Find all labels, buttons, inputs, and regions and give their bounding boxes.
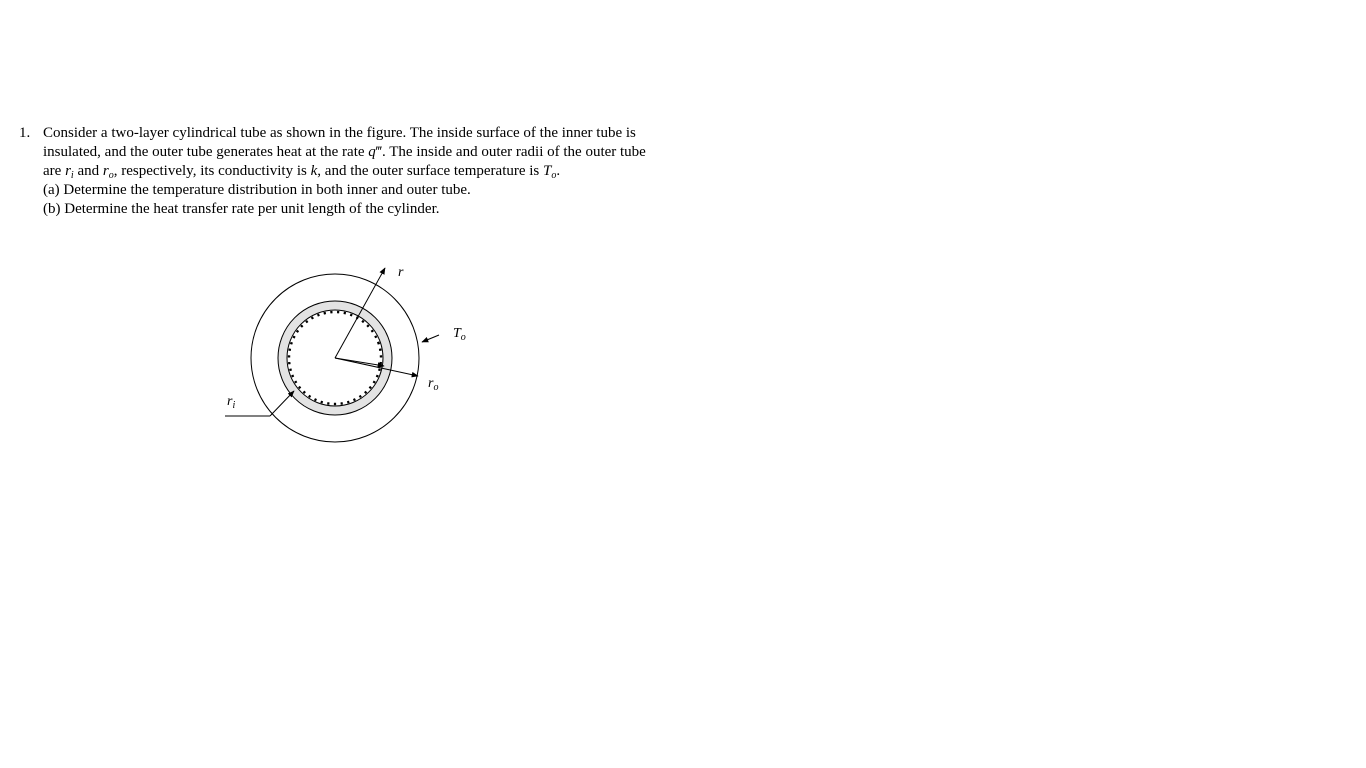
stem-text-5: , and the outer surface temperature is bbox=[317, 163, 544, 179]
part-a: (a) Determine the temperature distribution in both inner and outer tube. bbox=[43, 182, 471, 198]
symbol-ri: r bbox=[65, 163, 71, 179]
problem-number: 1. bbox=[19, 125, 31, 141]
label-ro bbox=[428, 376, 438, 393]
symbol-To: T bbox=[543, 163, 552, 179]
label-To bbox=[453, 326, 466, 343]
label-ri bbox=[227, 394, 235, 411]
label-To-sub: o bbox=[460, 332, 466, 343]
part-b: (b) Determine the heat transfer rate per unit length of the cylinder. bbox=[43, 201, 440, 217]
symbol-q: q bbox=[368, 144, 376, 160]
cylinder-figure bbox=[215, 255, 485, 455]
stem-text-6: . bbox=[556, 163, 561, 179]
stem-text-4: , respectively, its conductivity is bbox=[113, 163, 311, 179]
problem-stem bbox=[43, 124, 663, 181]
symbol-k: k bbox=[310, 163, 318, 179]
stem-text-2: . The inside and outer radii of the outer tube are bbox=[43, 144, 646, 179]
symbol-ro-sub: o bbox=[108, 170, 114, 181]
label-ro-sub: o bbox=[433, 382, 439, 393]
problem-body bbox=[43, 124, 679, 219]
symbol-To-sub: o bbox=[551, 170, 557, 181]
label-To-base: T bbox=[453, 326, 461, 341]
To-pointer-arrow bbox=[422, 335, 439, 342]
stem-text-3: and bbox=[73, 163, 103, 179]
label-ro-base: r bbox=[428, 376, 434, 391]
problem-statement bbox=[19, 124, 679, 219]
ri-leader-arrow bbox=[270, 391, 294, 416]
symbol-q-prime: ‴ bbox=[375, 144, 383, 160]
label-r: r bbox=[398, 265, 404, 280]
label-ri-sub: i bbox=[232, 400, 236, 411]
symbol-ri-sub: i bbox=[70, 170, 74, 181]
stem-text-1: Consider a two-layer cylindrical tube as shown in the figure. The inside surface of the inner tube is insulated, and the outer tube generates heat at the rate bbox=[43, 125, 636, 160]
symbol-ro: r bbox=[102, 163, 109, 179]
label-ri-base: r bbox=[227, 394, 233, 409]
